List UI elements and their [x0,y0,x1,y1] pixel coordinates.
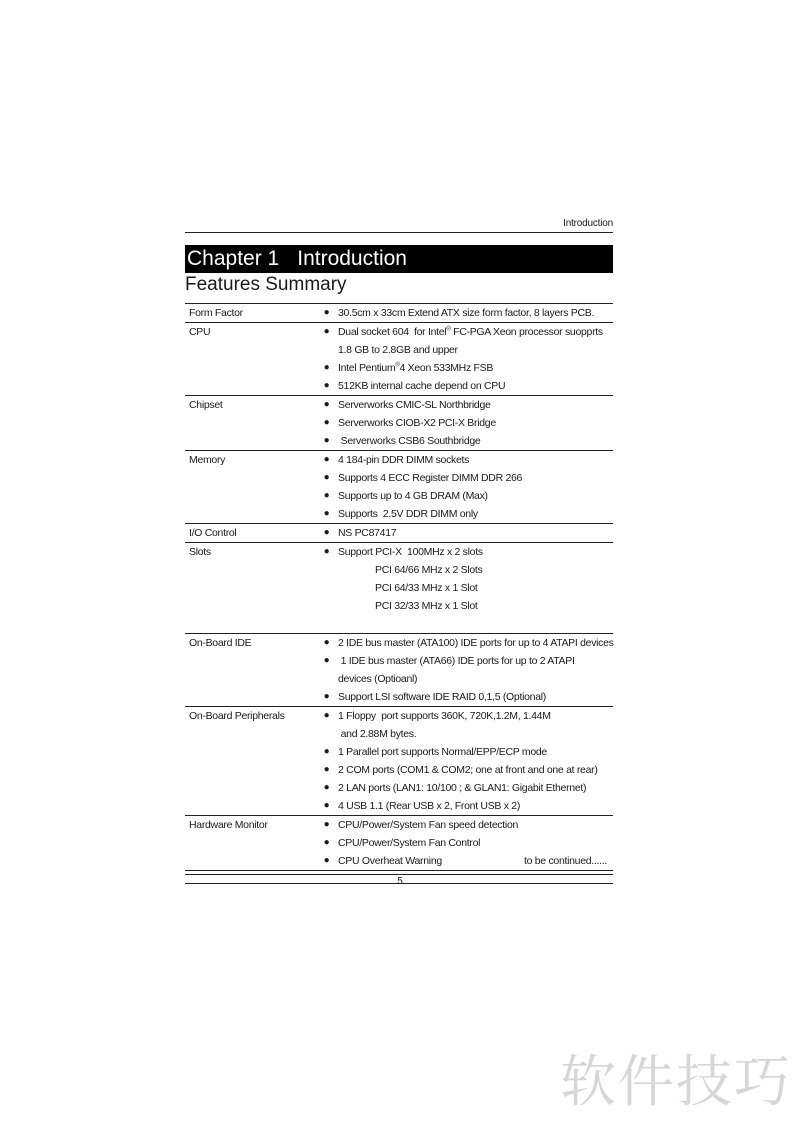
feature-item [315,377,613,395]
feature-item [315,396,613,414]
bullet-icon: ● [323,490,330,501]
feature-item [315,779,613,797]
feature-item-text: Support PCI-X 100MHz x 2 slots [338,546,483,558]
feature-label: On-Board IDE [189,637,252,649]
bullet-icon: ● [323,326,330,337]
row-spacer [315,615,613,633]
feature-items [315,816,613,870]
feature-item [315,670,614,688]
feature-item-text: 2 COM ports (COM1 & COM2; one at front and one at rear) [338,764,598,776]
feature-item-text [338,359,493,377]
feature-label: Chipset [189,399,223,411]
feature-row [185,323,613,396]
feature-item [315,561,613,579]
registered-mark: ® [446,326,451,333]
feature-label: I/O Control [189,527,237,539]
features-table [185,303,613,871]
feature-item-text: 1 Parallel port supports Normal/EPP/ECP mode [338,746,547,758]
feature-row [185,304,613,323]
feature-item [315,341,613,359]
feature-item-text: Serverworks CIOB-X2 PCI-X Bridge [338,417,496,429]
feature-item-text: Supports 4 ECC Register DIMM DDR 266 [338,472,523,484]
feature-row [185,451,613,524]
feature-item [315,761,613,779]
feature-item-text: 2 IDE bus master (ATA100) IDE ports for up to 4 ATAPI devices [338,637,614,649]
text-part: FC-PGA Xeon processor suopprts [450,326,603,338]
bullet-icon: ● [323,435,330,446]
bullet-icon: ● [323,819,330,830]
feature-item [315,852,613,870]
bullet-spacer [315,725,338,743]
bullet-icon: ● [323,362,330,373]
feature-items [315,304,613,322]
bullet-icon: ● [323,546,330,557]
feature-item-text: and 2.88M bytes. [338,728,417,740]
feature-item [315,524,613,542]
feature-item-text: 4 USB 1.1 (Rear USB x 2, Front USB x 2) [338,800,521,812]
chapter-heading [185,245,613,273]
feature-item [315,505,613,523]
bullet-icon: ● [323,691,330,702]
feature-label: Slots [189,546,211,558]
bullet-icon: ● [323,800,330,811]
text-part: Dual socket 604 for Intel [338,326,447,338]
feature-items [315,634,614,706]
feature-item-text: Support LSI software IDE RAID 0,1,5 (Optional) [338,691,546,703]
bullet-icon: ● [323,454,330,465]
feature-item-text: Supports 2.5V DDR DIMM only [338,508,478,520]
feature-item-text: CPU/Power/System Fan speed detection [338,819,519,831]
bullet-icon: ● [323,417,330,428]
feature-item [315,816,613,834]
bullet-icon: ● [323,508,330,519]
continued-note: to be continued...... [523,855,607,867]
watermark: 软件技巧 [560,1050,792,1115]
feature-items [315,451,613,523]
feature-item-text: PCI 64/66 MHz x 2 Slots [375,564,483,576]
feature-item-text: NS PC87417 [338,527,397,539]
bullet-spacer [315,561,338,579]
section-title: Features Summary [185,274,347,295]
feature-item-text: devices (Optioanl) [338,673,418,685]
feature-item-text: CPU Overheat Warning [338,855,442,867]
feature-label: On-Board Peripherals [189,710,285,722]
bullet-icon: ● [323,637,330,648]
text-part: Intel Pentium [338,362,396,374]
feature-item [315,725,613,743]
feature-item-text: Supports up to 4 GB DRAM (Max) [338,490,488,502]
header-rule [185,232,613,233]
feature-label: CPU [189,326,211,338]
feature-item [315,652,614,670]
bullet-icon: ● [323,746,330,757]
text-part: 4 Xeon 533MHz FSB [399,362,494,374]
feature-label: Memory [189,454,226,466]
feature-item-text: 1 Floppy port supports 360K, 720K,1.2M, 1.44M [338,710,551,722]
bullet-spacer [315,579,338,597]
feature-item [315,797,613,815]
feature-label: Hardware Monitor [189,819,268,831]
feature-item-text: 2 LAN ports (LAN1: 10/100 ; & GLAN1: Gigabit Ethernet) [338,782,587,794]
feature-item [315,707,613,725]
feature-items [315,524,613,542]
bullet-icon: ● [323,527,330,538]
chapter-title: Introduction [297,247,407,270]
footer-rule [185,874,613,875]
bullet-icon: ● [323,710,330,721]
page-number: 5 [397,876,403,887]
feature-item [315,743,613,761]
feature-row [185,816,613,871]
bullet-icon: ● [323,782,330,793]
feature-item [315,359,613,377]
feature-item-text: 30.5cm x 33cm Extend ATX size form factor, 8 layers PCB. [338,307,595,319]
bullet-spacer [315,670,338,688]
bullet-icon: ● [323,837,330,848]
bullet-icon: ● [323,307,330,318]
feature-item-text: 512KB internal cache depend on CPU [338,380,506,392]
feature-item [315,304,613,322]
bullet-icon: ● [323,764,330,775]
running-header: Introduction [563,218,613,229]
chapter-number: Chapter 1 [187,247,280,270]
feature-items [315,396,613,450]
bullet-icon: ● [323,655,330,666]
bullet-spacer [315,341,338,359]
feature-item [315,487,613,505]
feature-item [315,323,613,341]
feature-item-text: PCI 64/33 MHz x 1 Slot [375,582,478,594]
feature-item [315,451,613,469]
feature-items [315,543,613,633]
feature-item [315,469,613,487]
feature-item-text: 4 184-pin DDR DIMM sockets [338,454,470,466]
feature-item [315,543,613,561]
feature-label: Form Factor [189,307,243,319]
feature-item [315,432,613,450]
feature-row [185,634,613,707]
bullet-spacer [315,597,338,615]
footer-rule-lower [185,883,613,884]
feature-row [185,543,613,634]
feature-row [185,707,613,816]
feature-items [315,707,613,815]
feature-row [185,396,613,451]
registered-mark: ® [395,362,400,369]
feature-item-text: Serverworks CSB6 Southbridge [338,435,481,447]
feature-item [315,634,614,652]
bullet-icon: ● [323,855,330,866]
feature-item-text [338,323,603,341]
feature-item-text: PCI 32/33 MHz x 1 Slot [375,600,478,612]
feature-row [185,524,613,543]
feature-items [315,323,613,395]
bullet-icon: ● [323,380,330,391]
feature-item [315,414,613,432]
feature-item [315,688,614,706]
feature-item-text: Serverworks CMIC-SL Northbridge [338,399,491,411]
feature-item-text: 1.8 GB to 2.8GB and upper [338,344,458,356]
feature-item-text: CPU/Power/System Fan Control [338,837,481,849]
bullet-icon: ● [323,472,330,483]
feature-item [315,597,613,615]
bullet-icon: ● [323,399,330,410]
feature-item-text: 1 IDE bus master (ATA66) IDE ports for up to 2 ATAPI [338,655,575,667]
feature-item [315,834,613,852]
feature-item [315,579,613,597]
